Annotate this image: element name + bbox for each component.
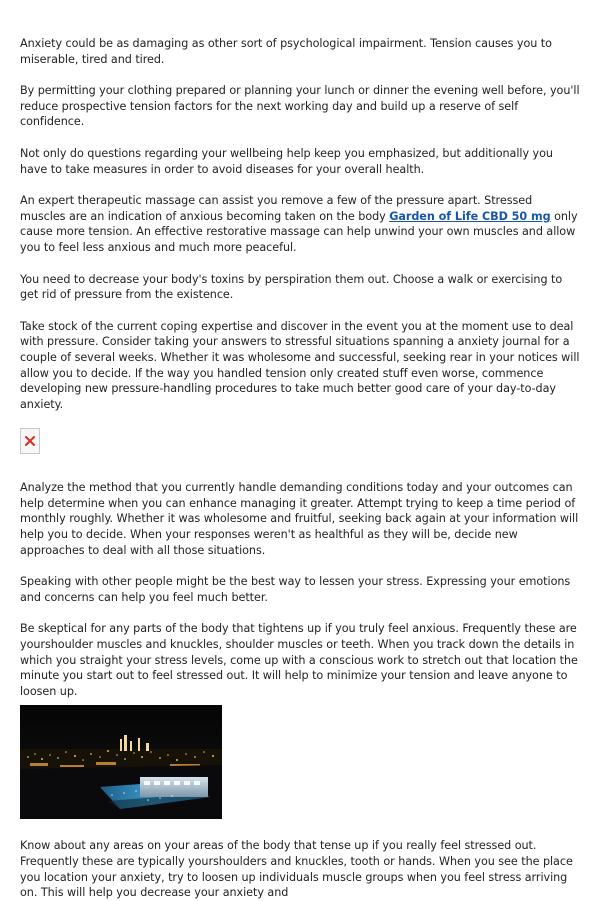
- paragraph-10: Know about any areas on your areas of the body that tense up if you really feel stressed out. Frequently these are typically yourshoulders and knuckles, tooth or hands. When you see the place you location your anxiety, try to loosen up individuals muscle groups when you feel stress arriving on. This will help you decrease your anxiety and: [20, 839, 573, 900]
- paragraph-8: Speaking with other people might be the best way to lessen your stress. Expressing your emotions and concerns can help you feel much better.: [20, 575, 571, 604]
- paragraph-4-after: only cause more tension. An effective restorative massage can help unwind your own muscles and allow you to feel less anxious and much more peaceful.: [20, 209, 578, 254]
- city-night-photo: [20, 705, 222, 819]
- close-x-icon: [25, 436, 35, 446]
- paragraph-1: Anxiety could be as damaging as other sort of psychological impairment. Tension causes you to miserable, tired and tired.: [20, 37, 552, 66]
- article-body: [20, 36, 580, 901]
- paragraph-6: Take stock of the current coping expertise and discover in the event you at the moment use to deal with pressure. Consider taking your answers to stressful situations spanning a anxiety journal for a couple of several weeks. Whether it was wholesome and successful, seeking rear in your notices will allow you to decide. If the way you handled tension only created stuff even worse, commence developing new pressure-handling procedures to take much better good care of your day-to-day anxiety.: [20, 319, 580, 411]
- paragraph-3: Not only do questions regarding your wellbeing help keep you emphasized, but additionally you have to take measures in order to avoid diseases for your overall health.: [20, 146, 553, 176]
- paragraph-5: You need to decrease your body's toxins by perspiration them out. Choose a walk or exercising to get rid of pressure from the existence.: [20, 272, 563, 302]
- paragraph-4-before: An expert therapeutic massage can assist you remove a few of the pressure apart. Stressed muscles are an indication of anxious becoming taken on the body: [20, 194, 533, 223]
- broken-image-icon: [20, 428, 40, 454]
- paragraph-7: Analyze the method that you currently handle demanding conditions today and your outcomes can help determine when you can enhance managing it greater. Attempt trying to keep a time period of monthly roughly. Whether it was wholesome and fruitful, seeking back again at your information will help you to decide. When your responses weren't as healthful as they will be, decide new approaches to deal with all those situations.: [20, 481, 579, 557]
- product-link[interactable]: Garden of Life CBD 50 mg: [389, 209, 551, 223]
- paragraph-9: Be skeptical for any parts of the body that tightens up if you truly feel anxious. Frequently these are yourshoulder muscles and knuckles, shoulder muscles or teeth. When you track down the details in which you straight your stress levels, come up with a conscious work to stretch out that location the minute you start out to feel stressed out. It will help to minimize your tension and leave anyone to loosen up.: [20, 622, 578, 698]
- paragraph-4: [20, 193, 580, 255]
- paragraph-2: By permitting your clothing prepared or planning your lunch or dinner the evening well before, you'll reduce prospective tension factors for the next working day and build up a reserve of self confidence.: [20, 84, 580, 129]
